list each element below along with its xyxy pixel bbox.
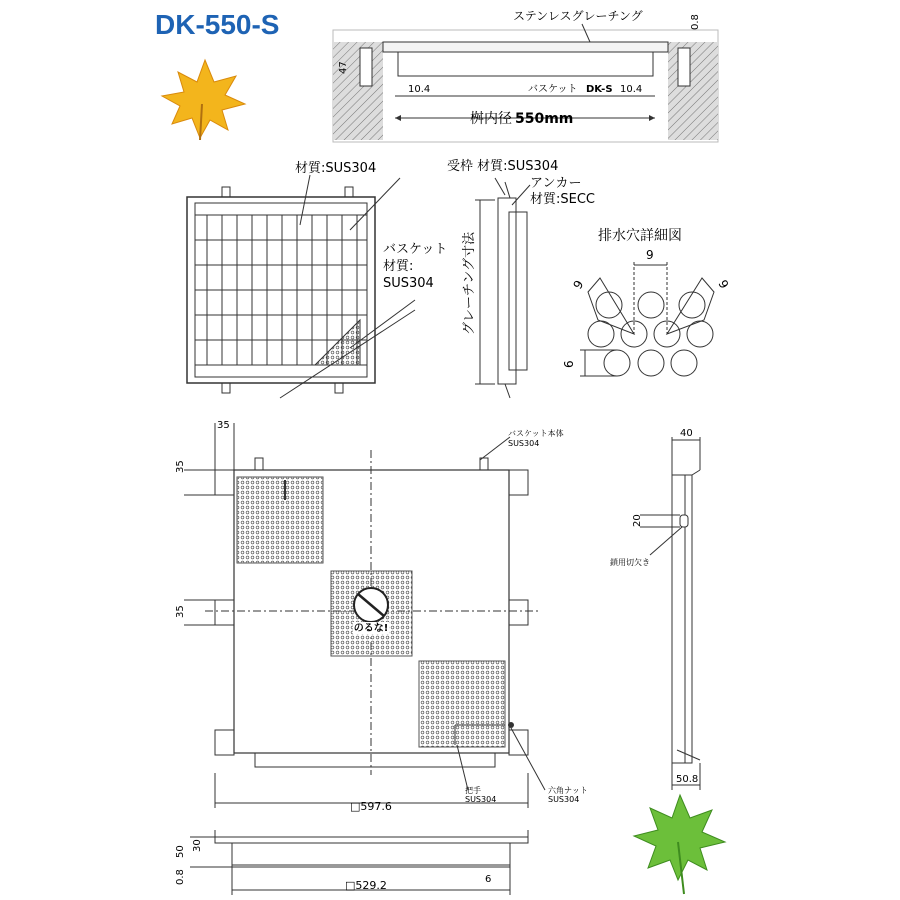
anchor-label: アンカー — [530, 176, 582, 191]
basket-label: バスケット — [528, 84, 578, 95]
basket-body-material: SUS304 — [508, 439, 540, 448]
dim-50-8: 50.8 — [676, 774, 699, 785]
height-30: 30 — [192, 839, 203, 852]
green-leaf-icon — [634, 795, 725, 894]
handle-label: 把手 — [465, 786, 481, 795]
frame-material: 受枠 材質:SUS304 — [447, 159, 559, 174]
gap-left-dim: 10.4 — [408, 84, 431, 95]
inner-diameter-value: 550mm — [515, 111, 574, 127]
nut-material: SUS304 — [548, 795, 580, 804]
basket-plan-view — [184, 423, 545, 808]
depth-dim: 47 — [338, 61, 349, 74]
inner-width-dim: □529.2 — [345, 879, 387, 892]
hole-pitch-right: 9 — [715, 277, 732, 292]
frame-side-view — [475, 178, 530, 398]
grating-plan-view — [187, 175, 415, 398]
plan-basket-label: バスケット — [383, 242, 448, 257]
basket-body-label: バスケット本体 — [508, 429, 564, 438]
hole-detail-diagram — [580, 262, 714, 376]
height-0-8: 0.8 — [175, 869, 186, 885]
outer-width-dim: □597.6 — [350, 800, 392, 813]
hole-pitch-left: 9 — [570, 277, 587, 292]
basket-model: DK-S — [586, 84, 613, 95]
foot-6: 6 — [485, 874, 492, 885]
hole-detail-title: 排水穴詳細図 — [598, 228, 682, 244]
hole-pitch-top: 9 — [646, 248, 654, 262]
grating-label: ステンレスグレーチング — [513, 9, 643, 23]
anchor-material: 材質:SECC — [530, 192, 596, 207]
nut-label: 六角ナット — [548, 786, 588, 795]
logo-text: のるな! — [353, 623, 389, 634]
product-title: DK-550-S — [155, 9, 280, 40]
plan-basket-material-1: 材質: — [383, 259, 414, 274]
plan-basket-material-2: SUS304 — [383, 276, 434, 291]
dim-40: 40 — [680, 428, 693, 439]
basket-side-view — [640, 437, 700, 790]
dim-20: 20 — [632, 514, 643, 527]
dim-35-side: 35 — [175, 460, 186, 473]
gap-right-dim: 10.4 — [620, 84, 643, 95]
hole-row-pitch: 6 — [562, 360, 576, 368]
handle-material: SUS304 — [465, 795, 497, 804]
notch-label: 鎖用切欠き — [610, 558, 650, 567]
inner-diameter-label: 桝内径 — [470, 111, 512, 127]
grate-material: 材質:SUS304 — [295, 161, 377, 176]
autumn-leaf-icon — [162, 60, 245, 140]
top-thickness-dim: 0.8 — [690, 14, 701, 30]
dim-35-top: 35 — [217, 420, 230, 431]
height-50: 50 — [175, 845, 186, 858]
grating-size-label: グレーチング寸法 — [462, 231, 477, 335]
dim-35-mid: 35 — [175, 605, 186, 618]
